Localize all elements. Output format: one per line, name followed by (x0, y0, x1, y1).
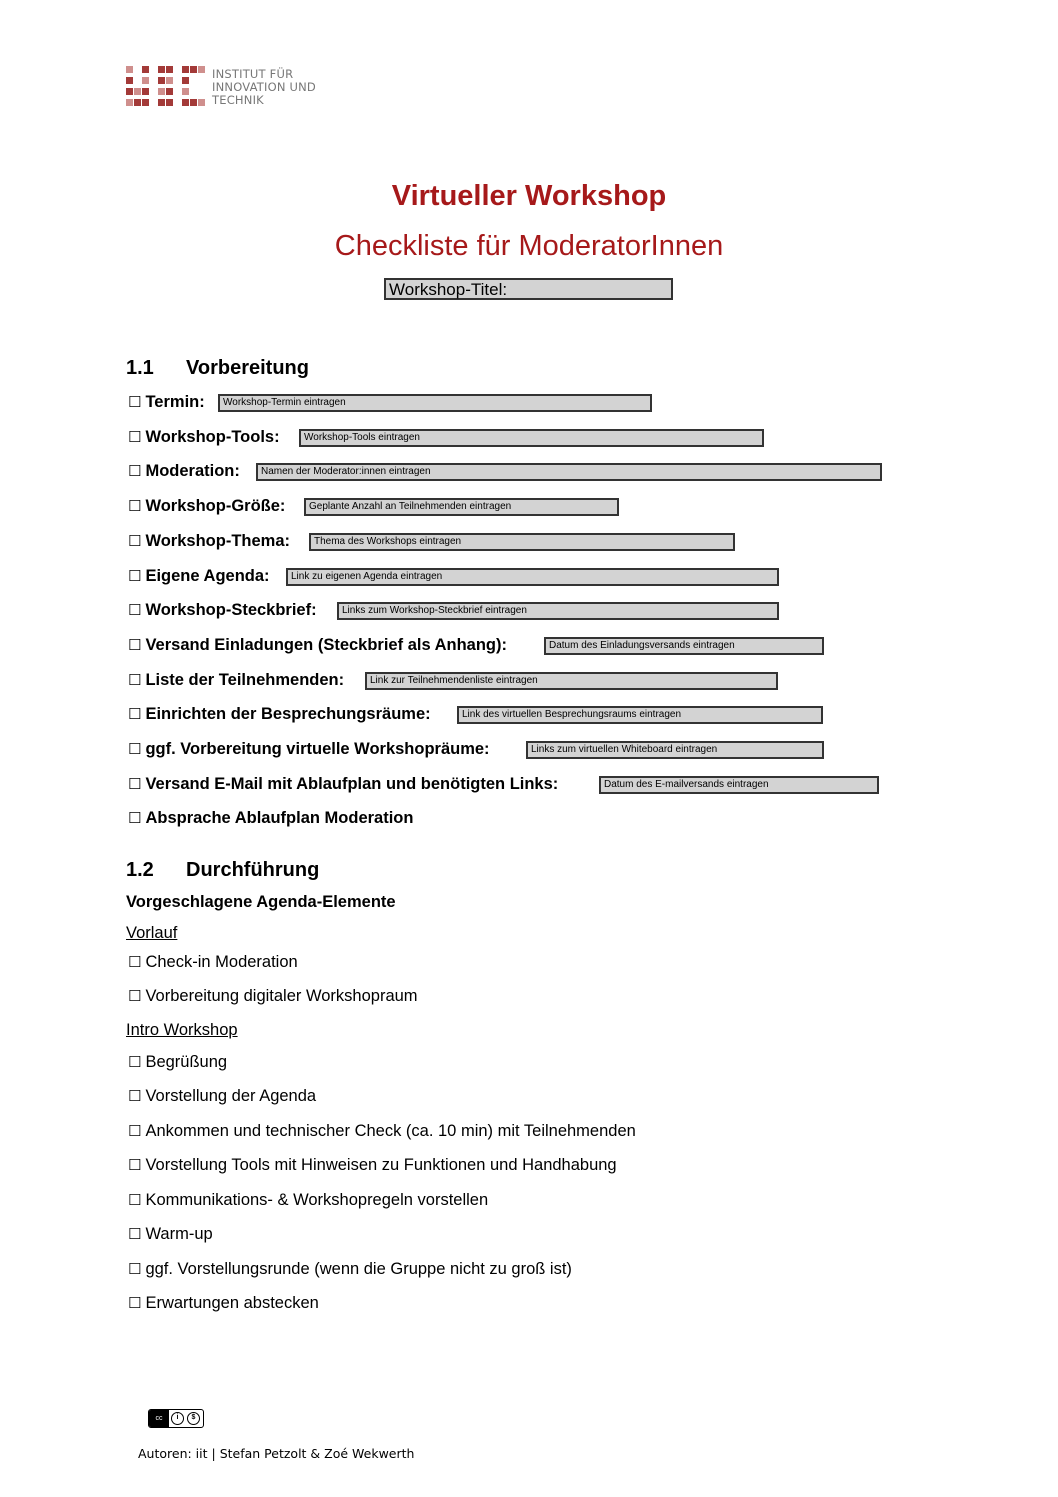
form-input-field[interactable]: Link des virtuellen Besprechungsraums eintragen (457, 706, 823, 724)
checkbox[interactable]: ☐ (128, 393, 142, 411)
logo-square (166, 88, 173, 95)
section-title: Durchführung (186, 859, 320, 881)
form-input-field[interactable]: Workshop-Termin eintragen (218, 394, 652, 412)
logo-square (126, 99, 133, 106)
document-subtitle: Checkliste für ModeratorInnen (334, 230, 724, 262)
checkbox[interactable]: ☐ (128, 1260, 142, 1278)
logo-square (142, 99, 149, 106)
form-input-field[interactable]: Link zu eigenen Agenda eintragen (286, 568, 779, 586)
checkbox[interactable]: ☐ (128, 953, 142, 971)
checkbox[interactable]: ☐ (128, 809, 142, 827)
logo-square (182, 66, 189, 73)
checkbox[interactable]: ☐ (128, 428, 142, 446)
checklist-item (128, 462, 240, 481)
document-title: Virtueller Workshop (391, 180, 667, 212)
checklist-item (128, 809, 413, 828)
logo-square (198, 99, 205, 106)
logo-square (166, 99, 173, 106)
logo-square (134, 99, 141, 106)
checklist-item-label: Workshop-Größe: (145, 497, 286, 515)
checkbox[interactable]: ☐ (128, 775, 142, 793)
logo-square (182, 99, 189, 106)
agenda-item-label: Check-in Moderation (145, 953, 298, 971)
group-title-vorlauf: Vorlauf (126, 924, 178, 942)
section-heading-durchfuehrung (126, 859, 319, 882)
checkbox[interactable]: ☐ (128, 567, 142, 585)
agenda-item (128, 1294, 319, 1313)
checklist-item-label: Eigene Agenda: (145, 567, 270, 585)
checkbox[interactable]: ☐ (128, 987, 142, 1005)
checklist-item (128, 428, 280, 447)
creative-commons-badge (148, 1409, 204, 1428)
agenda-subheading: Vorgeschlagene Agenda-Elemente (126, 893, 396, 911)
checkbox[interactable]: ☐ (128, 462, 142, 480)
checklist-item-label: Versand Einladungen (Steckbrief als Anhang): (145, 636, 507, 654)
agenda-item (128, 1156, 617, 1175)
logo-square (126, 66, 133, 73)
nc-icon: $ (187, 1412, 200, 1425)
agenda-item (128, 1260, 572, 1279)
checklist-item (128, 740, 490, 759)
checkbox[interactable]: ☐ (128, 705, 142, 723)
checklist-item (128, 497, 285, 516)
checkbox[interactable]: ☐ (128, 1122, 142, 1140)
agenda-item-label: Vorstellung Tools mit Hinweisen zu Funktionen und Handhabung (145, 1156, 617, 1174)
form-input-field[interactable]: Link zur Teilnehmendenliste eintragen (365, 672, 778, 690)
form-input-field[interactable]: Thema des Workshops eintragen (309, 533, 735, 551)
logo-square (126, 77, 133, 84)
logo-square (142, 88, 149, 95)
agenda-item-label: Erwartungen abstecken (145, 1294, 319, 1312)
group-title-intro-workshop: Intro Workshop (126, 1021, 238, 1039)
checklist-item-label: Liste der Teilnehmenden: (145, 671, 345, 689)
logo-square (126, 88, 133, 95)
logo-square (166, 66, 173, 73)
agenda-item-label: Vorstellung der Agenda (145, 1087, 317, 1105)
logo-square (190, 99, 197, 106)
logo-square (182, 77, 189, 84)
agenda-item-label: ggf. Vorstellungsrunde (wenn die Gruppe nicht zu groß ist) (145, 1260, 572, 1278)
logo-square (142, 77, 149, 84)
checklist-item (128, 705, 431, 724)
checklist-item-label: Versand E-Mail mit Ablaufplan und benötigten Links: (145, 775, 559, 793)
agenda-item (128, 987, 418, 1006)
checklist-item-label: ggf. Vorbereitung virtuelle Workshopräume: (145, 740, 490, 758)
agenda-item-label: Begrüßung (145, 1053, 228, 1071)
workshop-title-field[interactable]: Workshop-Titel: (384, 278, 673, 300)
agenda-item-label: Warm-up (145, 1225, 213, 1243)
checkbox[interactable]: ☐ (128, 740, 142, 758)
checkbox[interactable]: ☐ (128, 1156, 142, 1174)
checklist-item (128, 636, 507, 655)
checklist-item (128, 601, 317, 620)
checkbox[interactable]: ☐ (128, 532, 142, 550)
agenda-item (128, 1087, 316, 1106)
form-input-field[interactable]: Links zum virtuellen Whiteboard eintragen (526, 741, 824, 759)
agenda-item (128, 1053, 227, 1072)
cc-icon: cc (149, 1410, 169, 1427)
agenda-item (128, 1122, 636, 1141)
footer-authors: Autoren: iit | Stefan Petzolt & Zoé Wekwerth (138, 1446, 415, 1461)
checklist-item (128, 567, 270, 586)
checkbox[interactable]: ☐ (128, 671, 142, 689)
form-input-field[interactable]: Datum des Einladungsversands eintragen (544, 637, 824, 655)
checkbox[interactable]: ☐ (128, 1191, 142, 1209)
logo-square (166, 77, 173, 84)
checkbox[interactable]: ☐ (128, 1225, 142, 1243)
section-number: 1.1 (126, 357, 154, 379)
checklist-item (128, 393, 205, 412)
section-title: Vorbereitung (186, 357, 309, 379)
logo-square (190, 66, 197, 73)
by-icon: i (171, 1412, 184, 1425)
logo-square (158, 77, 165, 84)
checklist-item-label: Moderation: (145, 462, 240, 480)
form-input-field[interactable]: Workshop-Tools eintragen (299, 429, 764, 447)
section-heading-vorbereitung (126, 357, 309, 380)
checkbox[interactable]: ☐ (128, 636, 142, 654)
agenda-item-label: Ankommen und technischer Check (ca. 10 min) mit Teilnehmenden (145, 1122, 636, 1140)
checkbox[interactable]: ☐ (128, 601, 142, 619)
checklist-item-label: Workshop-Steckbrief: (145, 601, 317, 619)
agenda-item (128, 953, 298, 972)
logo-square (198, 66, 205, 73)
form-input-field[interactable]: Namen der Moderator:innen eintragen (256, 463, 882, 481)
form-input-field[interactable]: Geplante Anzahl an Teilnehmenden eintragen (304, 498, 619, 516)
agenda-item-label: Vorbereitung digitaler Workshopraum (145, 987, 418, 1005)
checklist-item-label: Workshop-Tools: (145, 428, 280, 446)
checkbox[interactable]: ☐ (128, 1087, 142, 1105)
checklist-item-label: Einrichten der Besprechungsräume: (145, 705, 431, 723)
logo-text: INSTITUT FÜR INNOVATION UND TECHNIK (212, 67, 316, 107)
checkbox[interactable]: ☐ (128, 497, 142, 515)
checklist-item (128, 671, 344, 690)
checkbox[interactable]: ☐ (128, 1294, 142, 1312)
logo-square (158, 88, 165, 95)
checklist-item (128, 532, 290, 551)
iit-logo (126, 64, 336, 112)
logo-square (134, 88, 141, 95)
logo-square (158, 99, 165, 106)
form-input-field[interactable]: Datum des E-mailversands eintragen (599, 776, 879, 794)
checklist-item (128, 775, 558, 794)
logo-square (182, 88, 189, 95)
logo-square (142, 66, 149, 73)
checkbox[interactable]: ☐ (128, 1053, 142, 1071)
agenda-item (128, 1191, 488, 1210)
section-number: 1.2 (126, 859, 154, 881)
checklist-item-label: Termin: (145, 393, 205, 411)
checklist-item-label: Workshop-Thema: (145, 532, 290, 550)
logo-square (158, 66, 165, 73)
agenda-item (128, 1225, 213, 1244)
agenda-item-label: Kommunikations- & Workshopregeln vorstellen (145, 1191, 489, 1209)
checklist-item-label: Absprache Ablaufplan Moderation (145, 809, 414, 827)
form-input-field[interactable]: Links zum Workshop-Steckbrief eintragen (337, 602, 779, 620)
